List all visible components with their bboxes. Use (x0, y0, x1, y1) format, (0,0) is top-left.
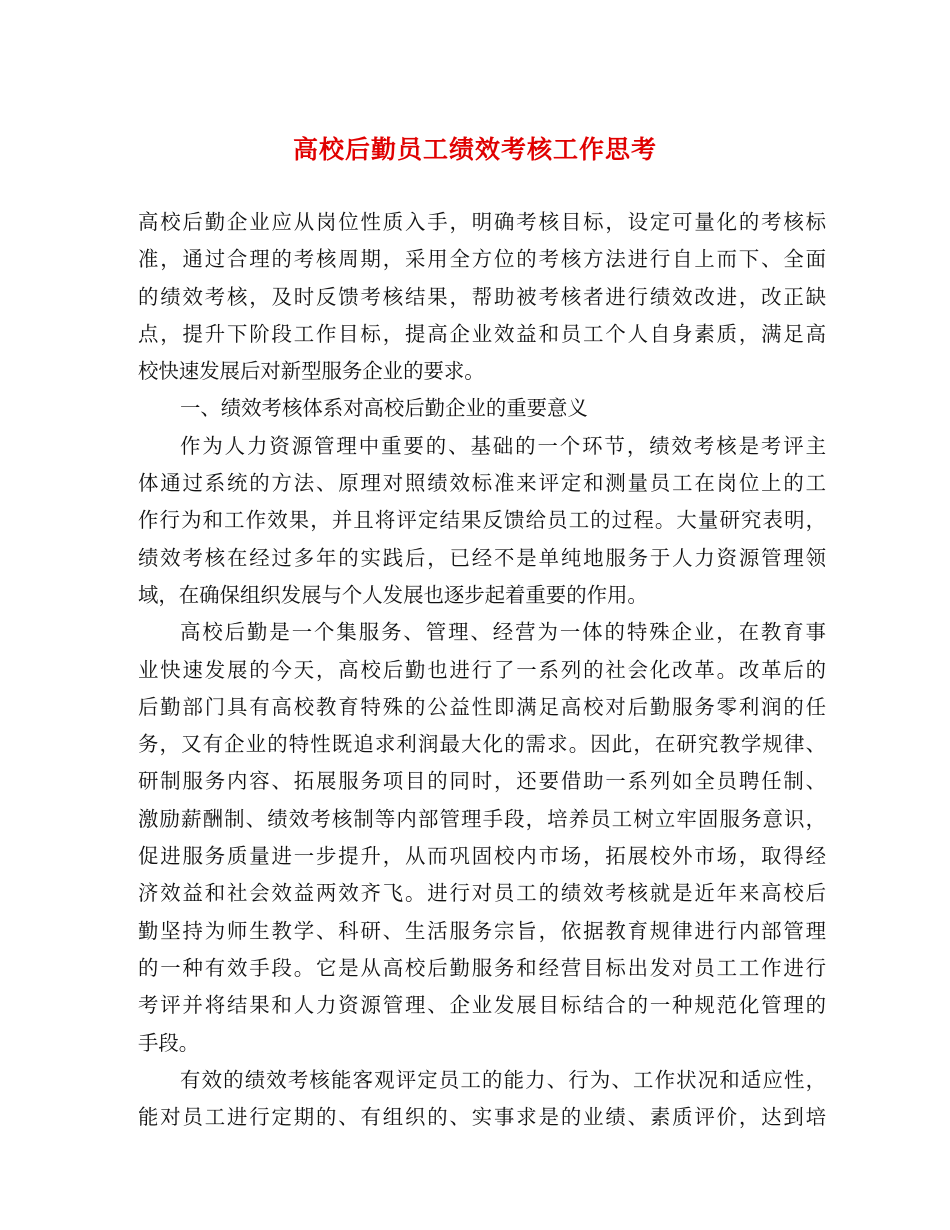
body-line: 业快速发展的今天，高校后勤也进行了一系列的社会化改革。改革后的 (138, 657, 826, 682)
document-body (138, 204, 826, 1136)
document-title: 高校后勤员工绩效考核工作思考 (292, 135, 657, 164)
body-line: 体通过系统的方法、原理对照绩效标准来评定和测量员工在岗位上的工 (138, 471, 826, 496)
body-line: 的一种有效手段。它是从高校后勤服务和经营目标出发对员工工作进行 (138, 955, 826, 980)
body-line: 济效益和社会效益两效齐飞。进行对员工的绩效考核就是近年来高校后 (138, 881, 826, 906)
body-line: 域，在确保组织发展与个人发展也逐步起着重要的作用。 (138, 582, 648, 607)
body-line: 高校后勤是一个集服务、管理、经营为一体的特殊企业，在教育事 (180, 620, 826, 645)
body-line: 校快速发展后对新型服务企业的要求。 (138, 359, 485, 384)
body-line: 激励薪酬制、绩效考核制等内部管理手段，培养员工树立牢固服务意识， (138, 806, 826, 831)
body-line: 勤坚持为师生教学、科研、生活服务宗旨，依据教育规律进行内部管理 (138, 918, 826, 943)
section-heading: 一、绩效考核体系对高校后勤企业的重要意义 (180, 396, 588, 421)
body-line: 作为人力资源管理中重要的、基础的一个环节，绩效考核是考评主 (180, 433, 826, 458)
body-line: 点，提升下阶段工作目标，提高企业效益和员工个人自身素质，满足高 (138, 321, 826, 346)
body-line: 准，通过合理的考核周期，采用全方位的考核方法进行自上而下、全面 (138, 247, 826, 272)
body-line: 的绩效考核，及时反馈考核结果，帮助被考核者进行绩效改进，改正缺 (138, 284, 826, 309)
body-line: 能对员工进行定期的、有组织的、实事求是的业绩、素质评价，达到培 (138, 1105, 826, 1130)
body-line: 务，又有企业的特性既追求利润最大化的需求。因此，在研究教学规律、 (138, 732, 826, 757)
body-line: 促进服务质量进一步提升，从而巩固校内市场，拓展校外市场，取得经 (138, 844, 826, 869)
body-line: 高校后勤企业应从岗位性质入手，明确考核目标，设定可量化的考核标 (138, 210, 826, 234)
body-line: 有效的绩效考核能客观评定员工的能力、行为、工作状况和适应性， (180, 1067, 826, 1092)
body-line: 研制服务内容、拓展服务项目的同时，还要借助一系列如全员聘任制、 (138, 769, 826, 794)
body-line: 作行为和工作效果，并且将评定结果反馈给员工的过程。大量研究表明， (138, 508, 826, 533)
body-line: 手段。 (138, 1030, 200, 1055)
body-line: 绩效考核在经过多年的实践后，已经不是单纯地服务于人力资源管理领 (138, 545, 826, 570)
body-line: 考评并将结果和人力资源管理、企业发展目标结合的一种规范化管理的 (138, 993, 826, 1018)
body-line: 后勤部门具有高校教育特殊的公益性即满足高校对后勤服务零利润的任 (138, 694, 826, 719)
